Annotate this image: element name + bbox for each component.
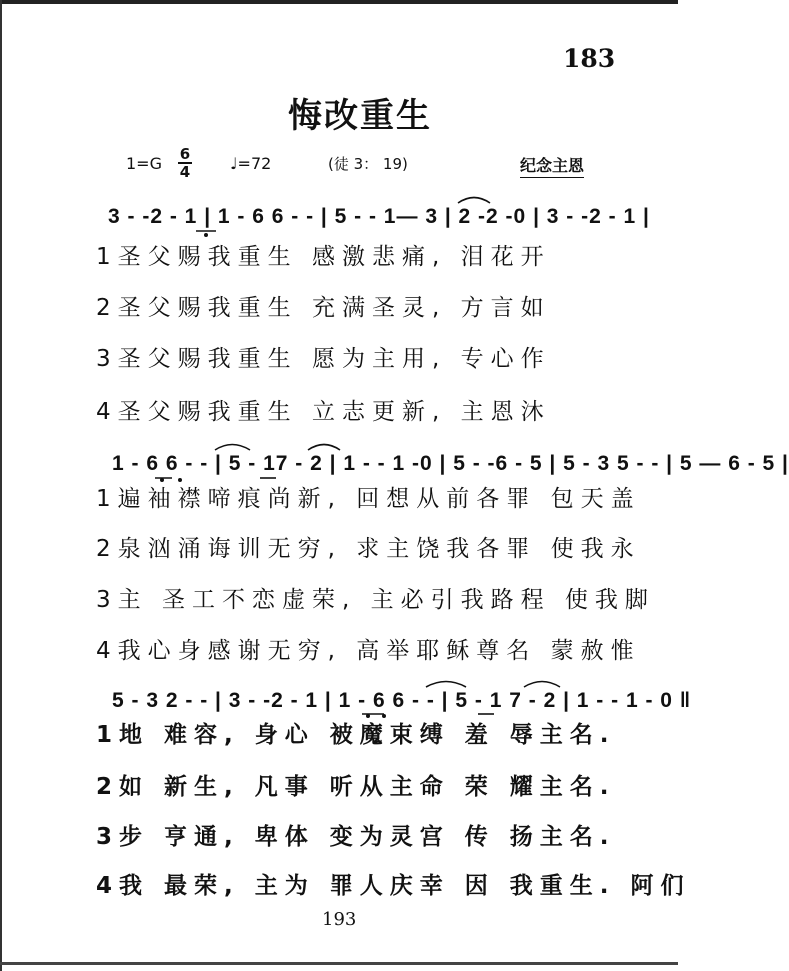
lyric-line-1-4: 4圣父赐我重生 立志更新, 主恩沐 xyxy=(96,399,551,425)
hymn-title: 悔改重生 xyxy=(288,96,432,136)
lyric-line-2-4: 4我心身感谢无穷, 高举耶稣尊名 蒙赦惟 xyxy=(96,638,641,664)
notation-line-2: 1 - 6 6 - - | 5 - 17 - 2 | 1 - - 1 -0 | 5 - -6 - 5 | 5 - 3 5 - - | 5 — 6 - 5 | xyxy=(112,452,789,475)
lyric-line-1-3: 3圣父赐我重生 愿为主用, 专心作 xyxy=(96,346,551,372)
slur-mark xyxy=(524,682,560,688)
slur-mark xyxy=(426,682,466,688)
octave-dot xyxy=(178,478,182,482)
slur-mark xyxy=(215,445,250,451)
lyric-line-2-1: 1遍袖襟啼痕尚新, 回想从前各罪 包天盖 xyxy=(96,486,641,512)
octave-dot xyxy=(382,714,386,718)
octave-dot xyxy=(204,233,208,237)
lyric-line-1-1: 1圣父赐我重生 感激悲痛, 泪花开 xyxy=(96,244,551,270)
tempo-marking: ♩=72 xyxy=(230,154,272,173)
lyric-line-3-1: 1地 难容, 身心 被魔束缚 羞 辱主名. xyxy=(96,722,616,748)
scripture-reference: (徒 3： 19) xyxy=(328,155,408,173)
octave-dot xyxy=(160,478,164,482)
page-number: 193 xyxy=(322,909,357,930)
lyric-line-2-2: 2泉汹涌诲训无穷, 求主饶我各罪 使我永 xyxy=(96,536,641,562)
slur-mark xyxy=(308,445,340,451)
key-signature: 1=G xyxy=(126,154,162,173)
lyric-line-1-2: 2圣父赐我重生 充满圣灵, 方言如 xyxy=(96,295,551,321)
theme-label: 纪念主恩 xyxy=(520,153,584,178)
lyric-line-3-4: 4我 最荣, 主为 罪人庆幸 因 我重生. 阿们 xyxy=(96,873,691,899)
time-signature-denominator: 4 xyxy=(179,163,191,181)
slur-mark xyxy=(458,198,490,204)
lyric-line-2-3: 3主 圣工不恋虚荣, 主必引我路程 使我脚 xyxy=(96,587,655,613)
lyric-line-3-2: 2如 新生, 凡事 听从主命 荣 耀主名. xyxy=(96,774,616,800)
octave-dot xyxy=(366,714,370,718)
notation-line-3: 5 - 3 2 - - | 3 - -2 - 1 | 1 - 6 6 - - | 5 - 1 7 - 2 | 1 - - 1 - 0 ‖ xyxy=(112,689,692,712)
time-signature-numerator: 6 xyxy=(179,145,191,163)
notation-line-1: 3 - -2 - 1 | 1 - 6 6 - - | 5 - - 1— 3 | 2 -2 -0 | 3 - -2 - 1 | xyxy=(108,205,650,228)
hymn-number: 183 xyxy=(563,44,616,73)
lyric-line-3-3: 3步 亨通, 卑体 变为灵宫 传 扬主名. xyxy=(96,824,616,850)
